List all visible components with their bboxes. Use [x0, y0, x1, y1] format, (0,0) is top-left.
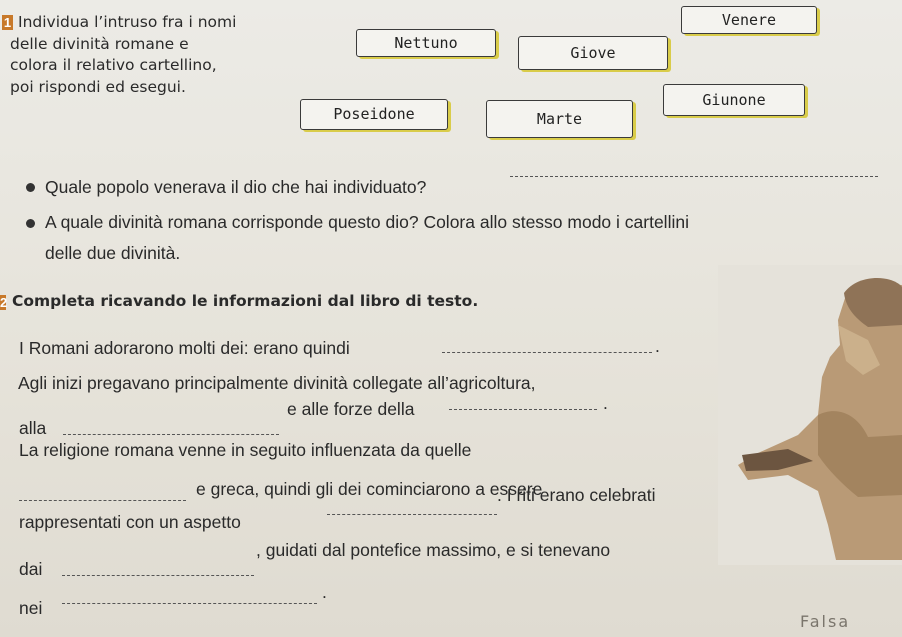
exercise-2-title: Completa ricavando le informazioni dal libro di testo.: [12, 292, 479, 310]
answer-line-1[interactable]: [510, 176, 878, 177]
fill-text: . I riti erano celebrati: [497, 485, 656, 505]
bullet: [26, 219, 35, 228]
instruction-line: delle divinità romane e: [10, 34, 189, 53]
fill-text: rappresentati con un aspetto: [19, 512, 241, 532]
fill-text: Agli inizi pregavano principalmente divinità collegate all’agricoltura,: [18, 373, 536, 393]
fill-text: .: [603, 393, 608, 413]
fill-text: La religione romana venne in seguito influenzata da quelle: [19, 440, 472, 460]
name-card-nettuno[interactable]: Nettuno: [356, 29, 496, 57]
fill-text: I Romani adorarono molti dei: erano quindi: [19, 338, 350, 358]
page-corner-text: Falsa: [800, 612, 851, 631]
blank-line[interactable]: [19, 500, 186, 501]
question-2: A quale divinità romana corrisponde questo dio? Colora allo stesso modo i cartellini: [45, 212, 689, 232]
exercise-2-number: 2: [0, 295, 8, 310]
blank-line[interactable]: [63, 434, 279, 435]
statue-photo: [718, 265, 902, 565]
name-card-giunone[interactable]: Giunone: [663, 84, 805, 116]
name-card-marte[interactable]: Marte: [486, 100, 633, 138]
fill-text: alla: [19, 418, 47, 438]
fill-text: dai: [19, 559, 43, 579]
question-2-continued: delle due divinità.: [45, 243, 181, 263]
bullet: [26, 183, 35, 192]
fill-text: nei: [19, 598, 43, 618]
name-card-poseidone[interactable]: Poseidone: [300, 99, 448, 130]
blank-line[interactable]: [327, 514, 497, 515]
name-card-venere[interactable]: Venere: [681, 6, 817, 34]
fill-text: .: [322, 582, 327, 602]
instruction-line: colora il relativo cartellino,: [10, 56, 217, 74]
instruction-line: poi rispondi ed esegui.: [10, 77, 186, 96]
fill-text: e alle forze della: [287, 399, 415, 419]
instruction-line: Individua l’intruso fra i nomi: [18, 13, 237, 31]
question-1: Quale popolo venerava il dio che hai individuato?: [45, 177, 427, 197]
blank-line[interactable]: [449, 409, 597, 410]
blank-line[interactable]: [62, 603, 317, 604]
blank-line[interactable]: [62, 575, 254, 576]
exercise-1-number: 1: [3, 15, 12, 30]
fill-text: e greca, quindi gli dei cominciarono a essere: [196, 479, 543, 499]
fill-text: , guidati dal pontefice massimo, e si tenevano: [256, 540, 611, 560]
blank-line[interactable]: [442, 352, 652, 353]
exercise-1-instruction: [10, 12, 236, 98]
fill-text: .: [655, 336, 660, 356]
name-card-giove[interactable]: Giove: [518, 36, 668, 70]
